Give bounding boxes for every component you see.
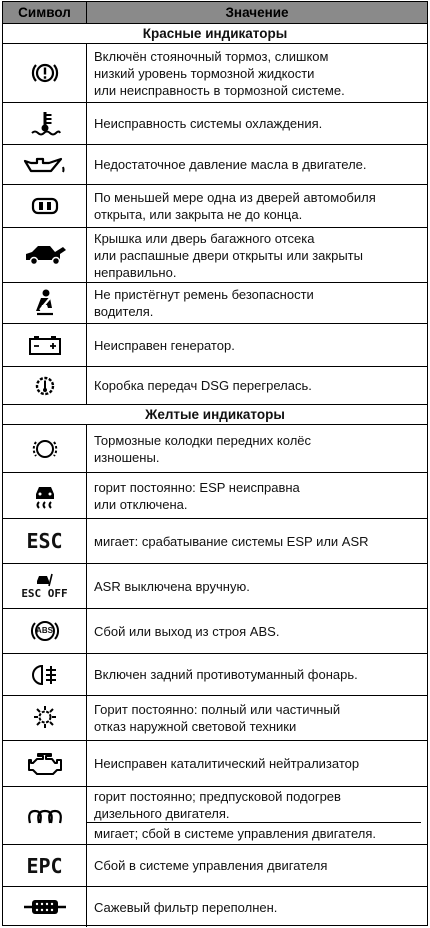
header-meaning: Значение <box>225 5 289 20</box>
table-row <box>3 886 427 927</box>
row-text: Не пристёгнут ремень безопасности водителя. <box>94 287 314 319</box>
section-red: Красные индикаторы <box>3 23 427 43</box>
oil-pressure-icon <box>3 145 87 184</box>
row-text: Неисправен каталитический нейтрализатор <box>94 756 360 771</box>
exterior-light-fault-icon <box>3 696 87 740</box>
table-row <box>3 366 427 404</box>
row-text: горит постоянно; предпусковой подогрев дизельного двигателя. <box>94 789 341 821</box>
esc-text-icon: ESC <box>3 519 87 563</box>
seatbelt-icon <box>3 283 87 323</box>
row-text: По меньшей мере одна из дверей автомобиля открыта, или закрыта не до конца. <box>94 190 376 222</box>
table-row <box>3 695 427 740</box>
row-text: Включен задний противотуманный фонарь. <box>94 667 358 682</box>
row-text: Сажевый фильтр переполнен. <box>94 899 278 915</box>
row-text: Неисправность системы охлаждения. <box>94 116 323 131</box>
battery-icon <box>3 324 87 366</box>
row-text: Горит постоянно: полный или частичный отказ наружной световой техники <box>94 702 341 734</box>
esc-off-icon: ESC OFF <box>3 564 87 608</box>
table-header <box>3 2 427 23</box>
row-text: горит постоянно: ESP неисправна или отключена. <box>94 479 300 512</box>
table-row <box>3 740 427 786</box>
row-text: Тормозные колодки передних колёс изношены. <box>94 432 312 465</box>
row-text: Сбой или выход из строя ABS. <box>94 623 280 639</box>
door-open-icon <box>3 185 87 227</box>
row-text: Крышка или дверь багажного отсека или распашные двери открыты или закрыты неправильно. <box>94 230 363 280</box>
row-text: Неисправен генератор. <box>94 337 235 353</box>
table-row <box>3 608 427 653</box>
section-yellow: Желтые индикаторы <box>3 404 427 424</box>
row-text: Недостаточное давление масла в двигателе. <box>94 157 367 172</box>
rear-fog-light-icon <box>3 654 87 695</box>
brake-warning-icon <box>3 44 87 102</box>
trunk-hood-open-icon <box>3 228 87 282</box>
brake-pads-icon <box>3 425 87 472</box>
gearbox-temperature-icon <box>3 367 87 404</box>
table-row <box>3 472 427 518</box>
epc-text-icon: EPC <box>3 845 87 886</box>
abs-icon: ABS <box>3 609 87 653</box>
table-row <box>3 323 427 366</box>
table-row <box>3 653 427 695</box>
table-row <box>3 518 427 563</box>
table-row <box>3 227 427 282</box>
table-row <box>3 282 427 323</box>
row-text: Сбой в системе управления двигателя <box>94 858 328 873</box>
indicator-table <box>2 1 428 926</box>
row-text-secondary: мигает; сбой в системе управления двигателя. <box>87 822 421 844</box>
row-text: ASR выключена вручную. <box>94 578 250 594</box>
row-text: Коробка передач DSG перегрелась. <box>94 378 312 393</box>
table-row <box>3 102 427 144</box>
table-row <box>3 144 427 184</box>
row-text: Включён стояночный тормоз, слишком низкий уровень тормозной жидкости или неисправность в тормозной системе. <box>94 48 345 98</box>
table-row <box>3 563 427 608</box>
diesel-particulate-filter-icon <box>3 887 87 927</box>
row-text: мигает: срабатывание системы ESP или ASR <box>94 533 369 549</box>
table-row <box>3 43 427 102</box>
header-symbol: Символ <box>3 2 87 23</box>
glow-plug-icon <box>3 787 87 844</box>
coolant-temperature-icon <box>3 103 87 144</box>
table-row <box>3 184 427 227</box>
table-row <box>3 424 427 472</box>
table-row <box>3 844 427 886</box>
table-row <box>3 786 427 844</box>
esp-skid-icon <box>3 473 87 518</box>
engine-check-icon <box>3 741 87 786</box>
